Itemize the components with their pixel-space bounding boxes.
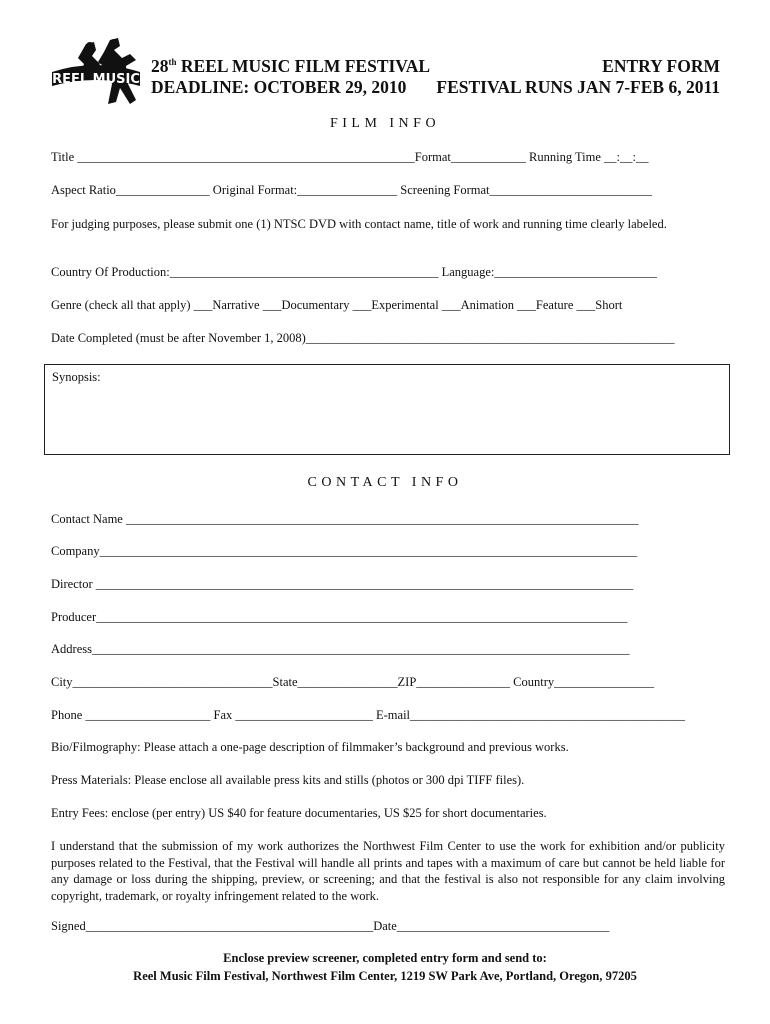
reel-music-logo [50, 38, 142, 110]
producer-field[interactable]: Producer_____________________________________________________________________________________ [51, 610, 628, 624]
press-note: Press Materials: Please enclose all available press kits and stills (photos or 300 dpi TIFF files). [51, 773, 525, 787]
festival-title: 28th REEL MUSIC FILM FESTIVAL [151, 56, 431, 76]
mailing-address: Reel Music Film Festival, Northwest Film Center, 1219 SW Park Ave, Portland, Oregon, 97205 [133, 969, 637, 983]
country-field[interactable]: Country Of Production:___________________________________________ Language:__________________________ [51, 265, 657, 279]
signature-date-field[interactable]: Signed______________________________________________Date__________________________________ [51, 919, 610, 933]
contact-info-heading: CONTACT INFO [307, 475, 463, 490]
entry-form-label: ENTRY FORM [602, 56, 720, 76]
company-field[interactable]: Company______________________________________________________________________________________ [51, 544, 638, 558]
logo-text: REEL MUSIC [52, 72, 140, 87]
phone-fax-email-field[interactable]: Phone ____________________ Fax ______________________ E-mail____________________________________________ [51, 708, 686, 722]
judging-note: For judging purposes, please submit one (1) NTSC DVD with contact name, title of work and running time clearly labeled. [51, 217, 667, 231]
festival-runs-text: FESTIVAL RUNS JAN 7-FEB 6, 2011 [436, 77, 720, 97]
synopsis-label: Synopsis: [52, 370, 101, 384]
agreement-text: I understand that the submission of my work authorizes the Northwest Film Center to use the work for exhibition and/or publicity purposes related to the Festival, that the Festival will handle all prints and tapes with a maximum of care but cannot be held liable for any damage or loss during the shipping, preview, or screening; and that the festival is also not responsible for any claim involving copyright, trademark, or royalty infringement related to the work. [51, 839, 725, 903]
mailing-instructions: Enclose preview screener, completed entry form and send to: [223, 951, 547, 965]
contact-name-field[interactable]: Contact Name __________________________________________________________________________________ [51, 512, 639, 526]
date-completed-field[interactable]: Date Completed (must be after November 1, 2008)___________________________________________________________ [51, 331, 675, 345]
address-field[interactable]: Address______________________________________________________________________________________ [51, 642, 630, 656]
bio-note: Bio/Filmography: Please attach a one-page description of filmmaker’s background and previous works. [51, 740, 569, 754]
synopsis-box[interactable] [44, 364, 730, 455]
film-info-heading: FILM INFO [329, 116, 441, 131]
city-state-zip-field[interactable]: City________________________________State________________ZIP_______________ Country________________ [51, 675, 655, 689]
aspect-ratio-field[interactable]: Aspect Ratio_______________ Original Format:________________ Screening Format__________________________ [51, 183, 652, 197]
deadline-text: DEADLINE: OCTOBER 29, 2010 [151, 77, 407, 97]
genre-field[interactable]: Genre (check all that apply) ___Narrative ___Documentary ___Experimental ___Animation ___Feature ___Short [51, 298, 623, 312]
fees-note: Entry Fees: enclose (per entry) US $40 for feature documentaries, US $25 for short documentaries. [51, 806, 547, 820]
director-field[interactable]: Director ______________________________________________________________________________________ [51, 577, 634, 591]
title-field[interactable]: Title ______________________________________________________Format____________ Running Time __:__:__ [51, 150, 649, 164]
